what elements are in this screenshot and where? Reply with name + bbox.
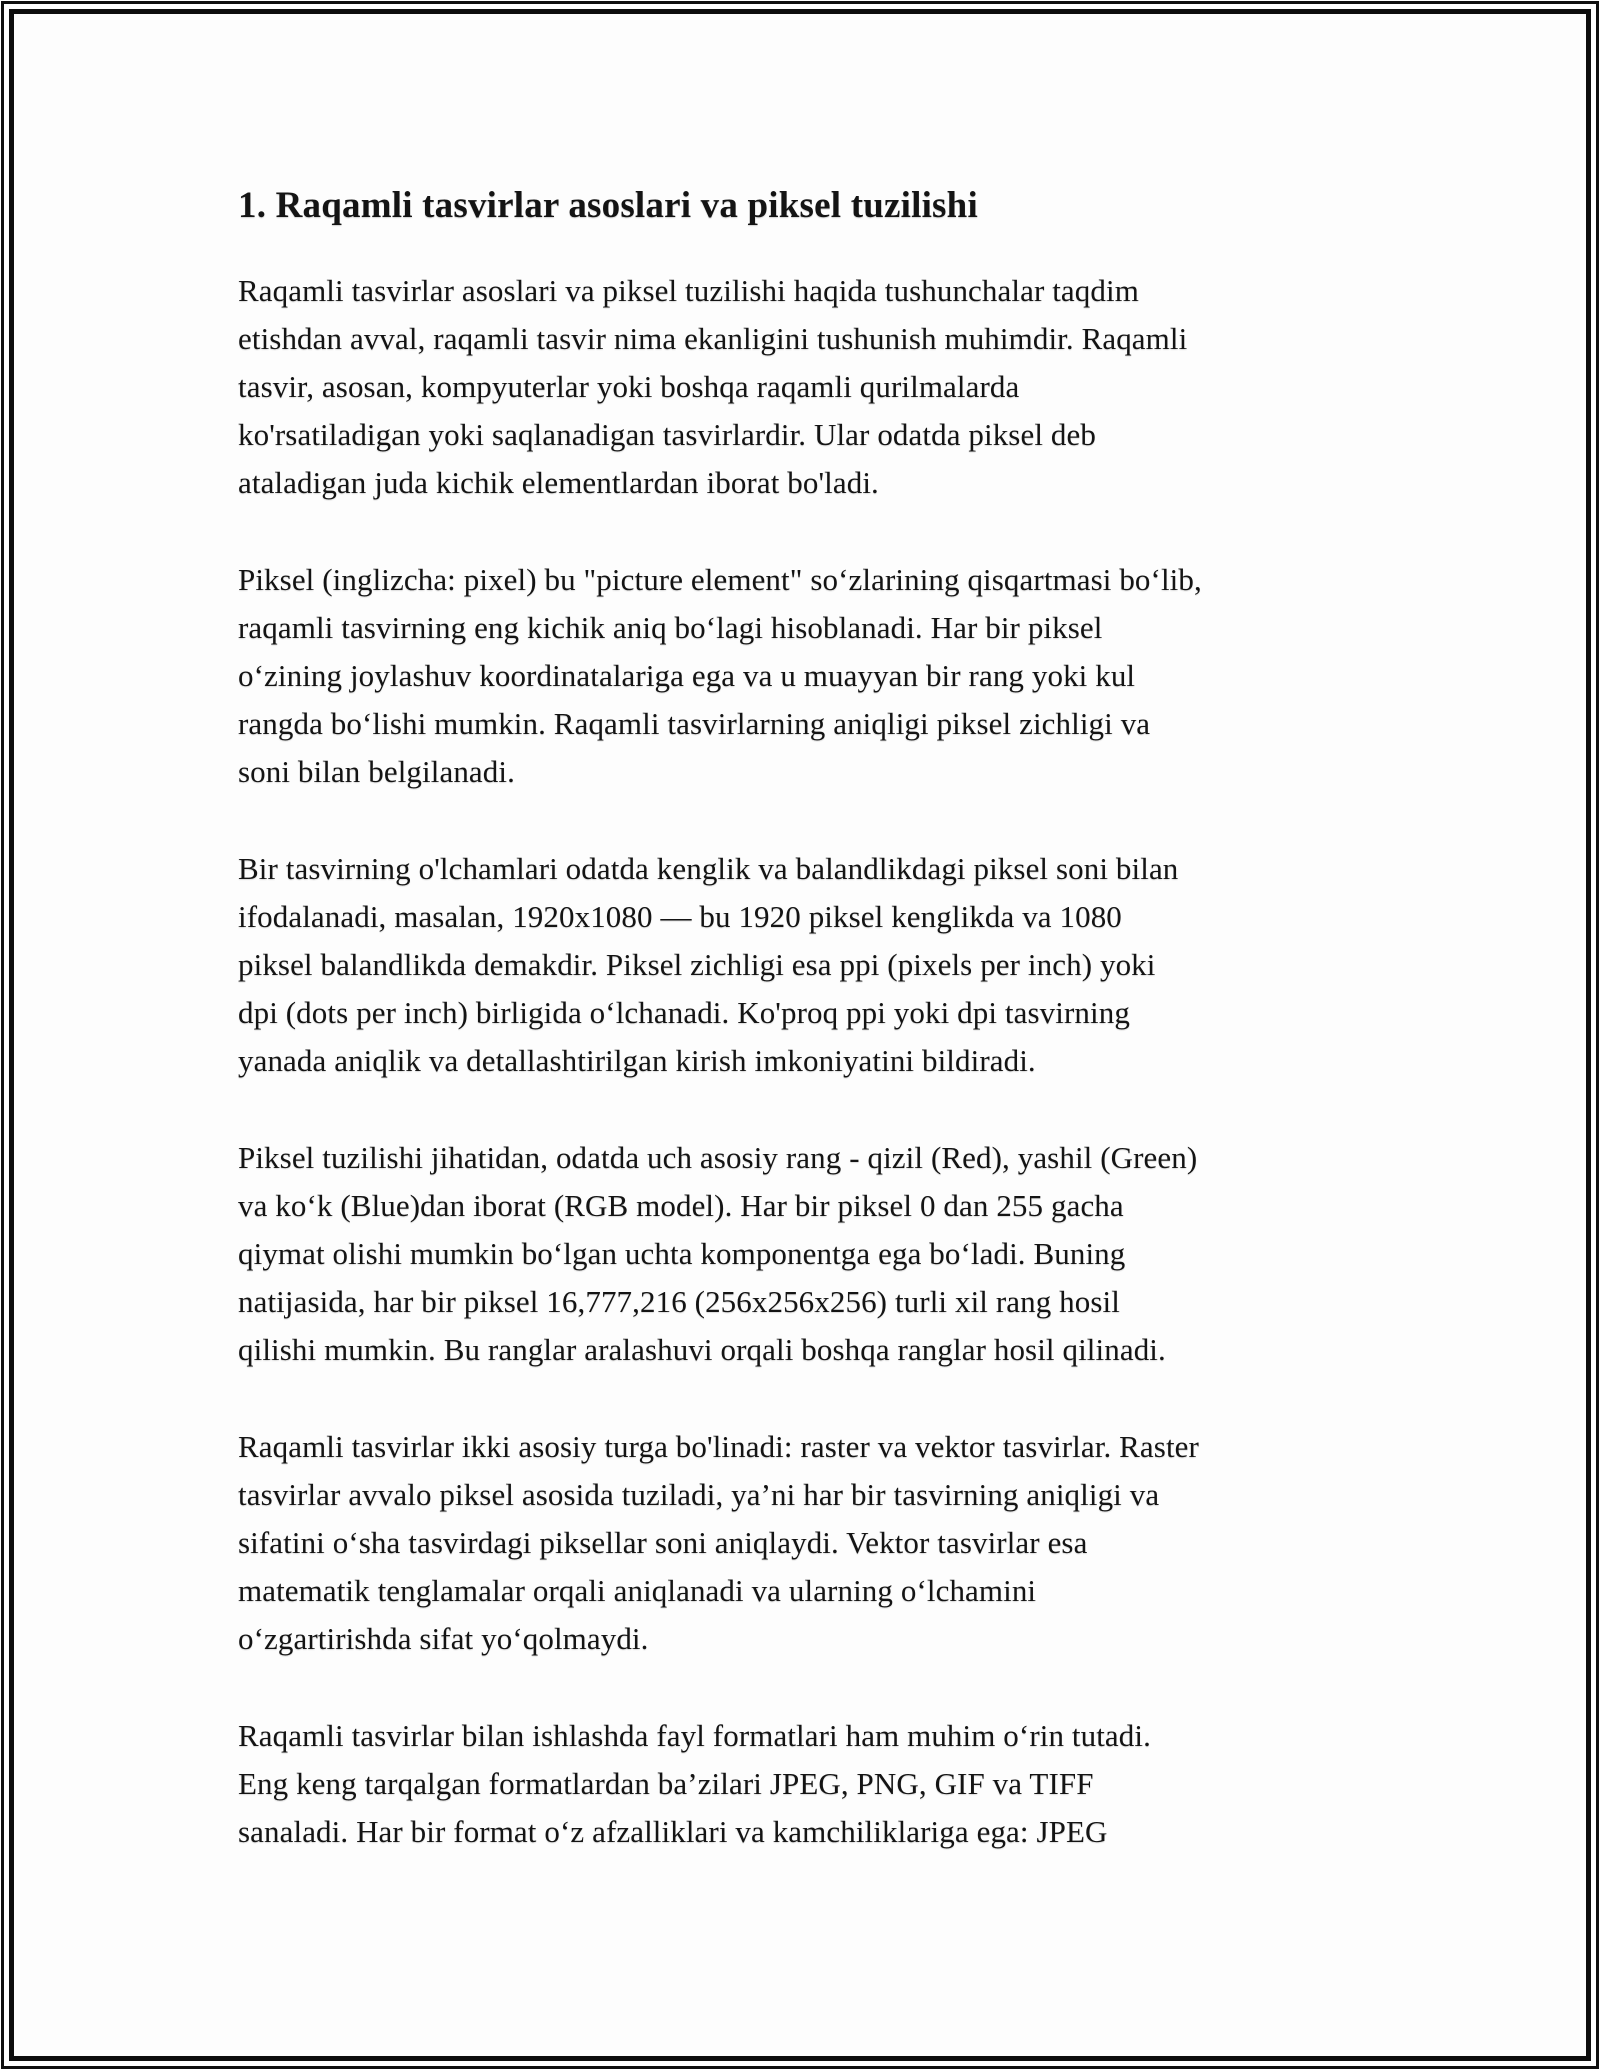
paragraph-5-line-3: sifatini o‘sha tasvirdagi piksellar soni aniqlaydi. Vektor tasvirlar esa bbox=[238, 1525, 1088, 1560]
paragraph-4 bbox=[238, 1134, 1378, 1374]
paragraph-1-line-5: ataladigan juda kichik elementlardan iborat bo'ladi. bbox=[238, 465, 879, 500]
paragraph-3-line-1: Bir tasvirning o'lchamlari odatda kenglik va balandlikdagi piksel soni bilan bbox=[238, 851, 1179, 886]
paragraph-4-line-3: qiymat olishi mumkin bo‘lgan uchta komponentga ega bo‘ladi. Buning bbox=[238, 1236, 1126, 1271]
paragraph-3-line-3: piksel balandlikda demakdir. Piksel zichligi esa ppi (pixels per inch) yoki bbox=[238, 947, 1156, 982]
paragraph-6-line-1: Raqamli tasvirlar bilan ishlashda fayl formatlari ham muhim o‘rin tutadi. bbox=[238, 1718, 1151, 1753]
paragraph-3 bbox=[238, 845, 1378, 1085]
paragraph-3-line-4: dpi (dots per inch) birligida o‘lchanadi. Ko'proq ppi yoki dpi tasvirning bbox=[238, 995, 1130, 1030]
paragraph-4-line-5: qilishi mumkin. Bu ranglar aralashuvi orqali boshqa ranglar hosil qilinadi. bbox=[238, 1332, 1166, 1367]
paragraph-4-line-2: va ko‘k (Blue)dan iborat (RGB model). Har bir piksel 0 dan 255 gacha bbox=[238, 1188, 1124, 1223]
paragraph-5 bbox=[238, 1423, 1378, 1663]
paragraph-2-line-4: rangda bo‘lishi mumkin. Raqamli tasvirlarning aniqligi piksel zichligi va bbox=[238, 706, 1151, 741]
paragraph-2-line-3: o‘zining joylashuv koordinatalariga ega va u muayyan bir rang yoki kul bbox=[238, 658, 1136, 693]
paragraph-1 bbox=[238, 267, 1378, 507]
paragraph-1-line-3: tasvir, asosan, kompyuterlar yoki boshqa raqamli qurilmalarda bbox=[238, 369, 1020, 404]
paragraph-1-line-1: Raqamli tasvirlar asoslari va piksel tuzilishi haqida tushunchalar taqdim bbox=[238, 273, 1139, 308]
paragraph-5-line-2: tasvirlar avvalo piksel asosida tuziladi, ya’ni har bir tasvirning aniqligi va bbox=[238, 1477, 1160, 1512]
paragraphs-container bbox=[238, 267, 1378, 1856]
paragraph-6-line-2: Eng keng tarqalgan formatlardan ba’zilari JPEG, PNG, GIF va TIFF bbox=[238, 1766, 1094, 1801]
paragraph-6 bbox=[238, 1712, 1378, 1856]
paragraph-2-line-1: Piksel (inglizcha: pixel) bu "picture element" so‘zlarining qisqartmasi bo‘lib, bbox=[238, 562, 1202, 597]
paragraph-4-line-1: Piksel tuzilishi jihatidan, odatda uch asosiy rang - qizil (Red), yashil (Green) bbox=[238, 1140, 1198, 1175]
document-content bbox=[238, 183, 1378, 1905]
paragraph-5-line-5: o‘zgartirishda sifat yo‘qolmaydi. bbox=[238, 1621, 649, 1656]
page-title: 1. Raqamli tasvirlar asoslari va piksel tuzilishi bbox=[238, 185, 978, 226]
paragraph-2 bbox=[238, 556, 1378, 796]
paragraph-1-line-2: etishdan avval, raqamli tasvir nima ekanligini tushunish muhimdir. Raqamli bbox=[238, 321, 1188, 356]
paragraph-6-line-3: sanaladi. Har bir format o‘z afzalliklari va kamchiliklariga ega: JPEG bbox=[238, 1814, 1108, 1849]
paragraph-5-line-1: Raqamli tasvirlar ikki asosiy turga bo'linadi: raster va vektor tasvirlar. Raster bbox=[238, 1429, 1199, 1464]
paragraph-4-line-4: natijasida, har bir piksel 16,777,216 (256x256x256) turli xil rang hosil bbox=[238, 1284, 1120, 1319]
paragraph-2-line-5: soni bilan belgilanadi. bbox=[238, 754, 515, 789]
paragraph-2-line-2: raqamli tasvirning eng kichik aniq bo‘lagi hisoblanadi. Har bir piksel bbox=[238, 610, 1103, 645]
paragraph-3-line-2: ifodalanadi, masalan, 1920x1080 — bu 1920 piksel kenglikda va 1080 bbox=[238, 899, 1122, 934]
paragraph-5-line-4: matematik tenglamalar orqali aniqlanadi va ularning o‘lchamini bbox=[238, 1573, 1037, 1608]
paragraph-1-line-4: ko'rsatiladigan yoki saqlanadigan tasvirlardir. Ular odatda piksel deb bbox=[238, 417, 1096, 452]
paragraph-3-line-5: yanada aniqlik va detallashtirilgan kirish imkoniyatini bildiradi. bbox=[238, 1043, 1036, 1078]
